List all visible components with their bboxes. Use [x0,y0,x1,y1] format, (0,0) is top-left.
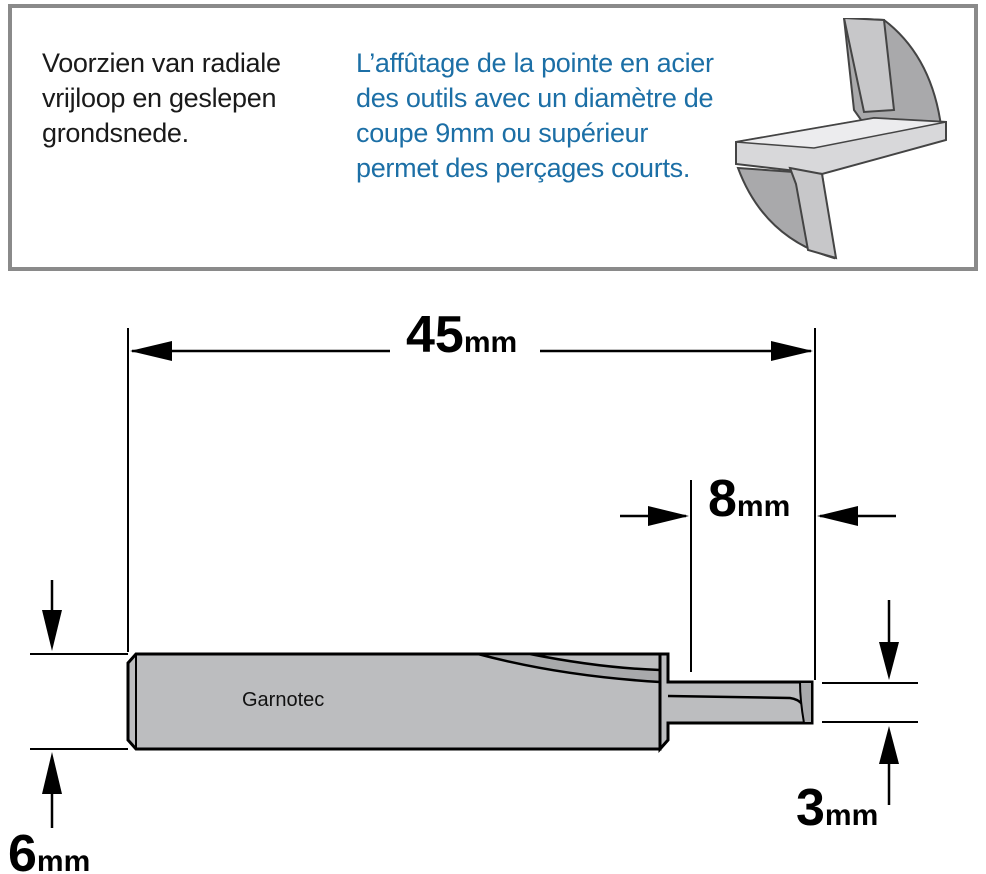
cutting-diameter-unit: mm [824,799,879,832]
tool-dimension-drawing [0,280,986,874]
shank-diameter-value: 6 [8,825,37,874]
arrowhead-shank-bottom [42,752,62,794]
dutch-description: Voorzien van radiale vrijloop en geslepen grondsnede. [42,48,281,148]
cutting-length-value: 8 [708,470,737,528]
arrowhead-cutdia-top [879,642,899,680]
shank-diameter-unit: mm [36,845,91,874]
arrowhead-shank-top [42,610,62,651]
cutting-length-label [708,470,790,528]
arrowhead-cut-right [817,506,858,526]
shank-diameter-label [8,825,90,874]
cutting-diameter-label [796,779,878,837]
arrowhead-cutdia-bottom [879,726,899,764]
french-description: L’affûtage de la pointe en acier des outils avec un diamètre de coupe 9mm ou supérieur permet des perçages courts. [356,48,714,183]
arrowhead-total-right [771,341,813,361]
cutting-length-unit: mm [736,490,791,523]
arrowhead-total-left [130,341,172,361]
tool-neck [660,654,812,749]
total-length-label [406,306,517,364]
tip-detail-illustration [724,18,954,263]
total-length-value: 45 [406,306,464,364]
arrowhead-cut-left [648,506,689,526]
cutting-diameter-value: 3 [796,779,825,837]
brand-label: Garnotec [242,689,325,711]
total-length-unit: mm [463,326,518,359]
router-bit [128,654,812,749]
info-panel [8,4,978,271]
